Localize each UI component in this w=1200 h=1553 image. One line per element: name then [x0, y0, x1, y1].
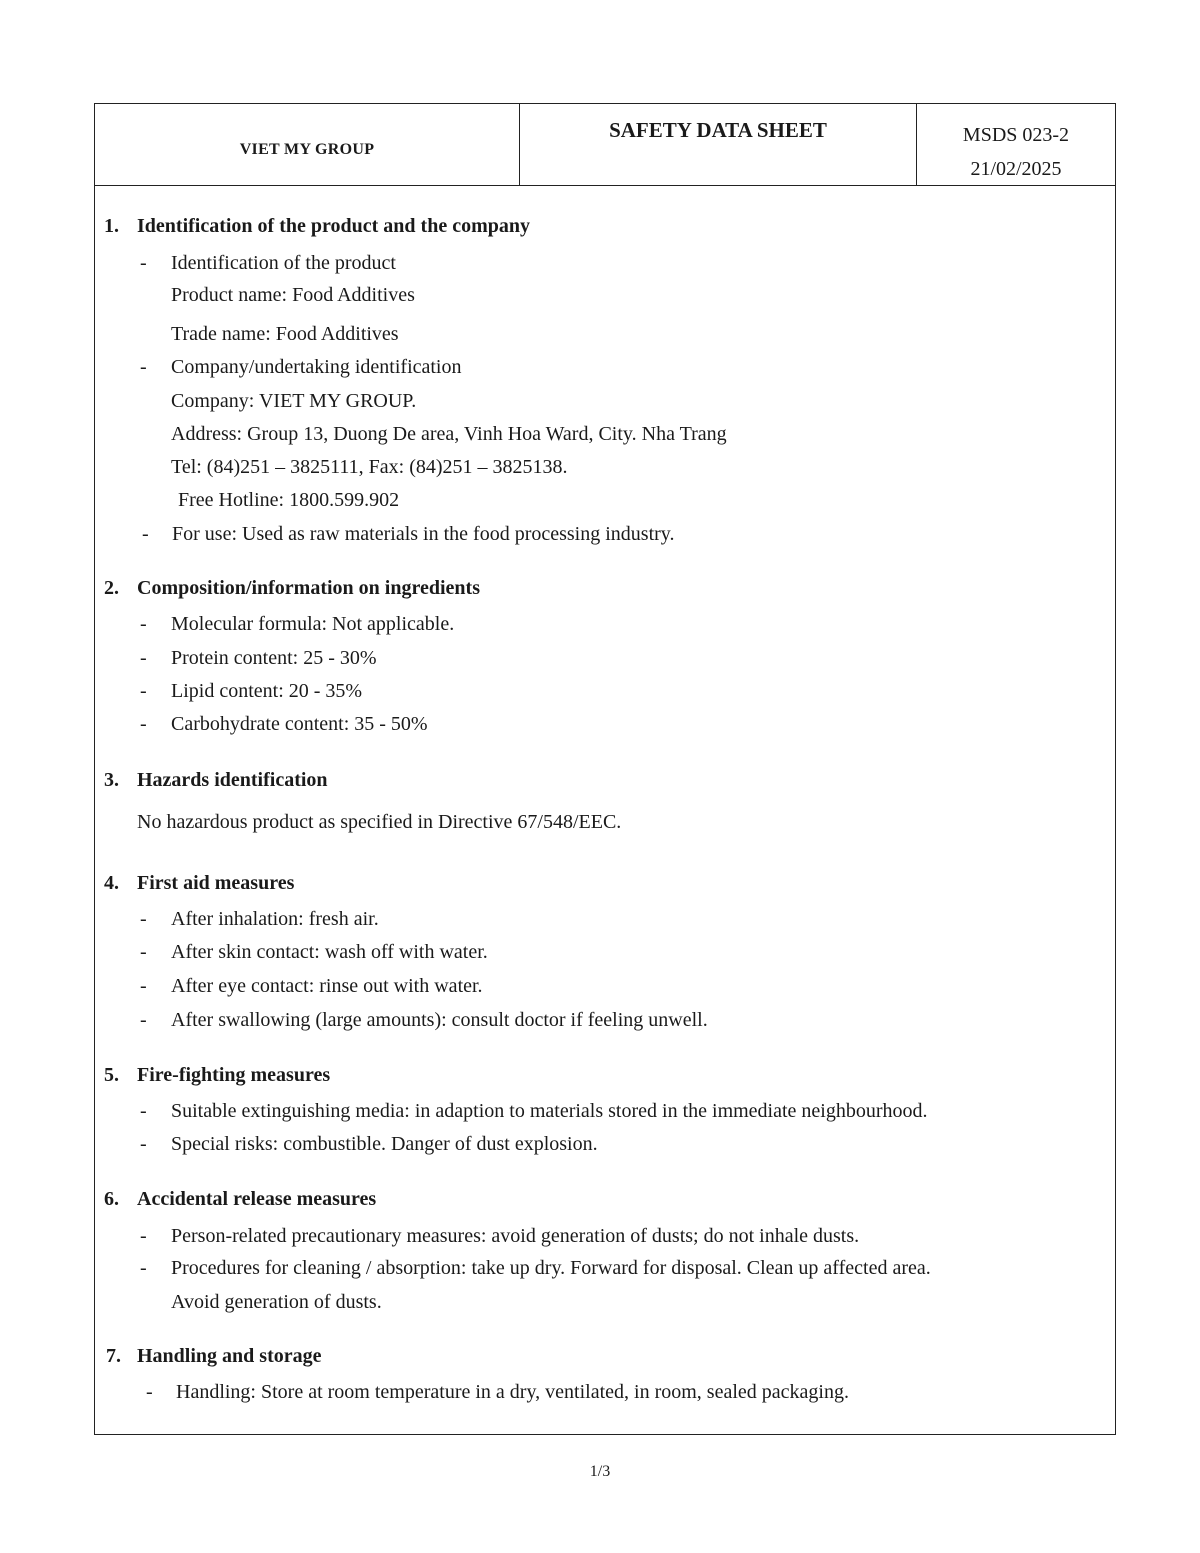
section-number: 5. — [104, 1064, 119, 1086]
item-text: Protein content: 25 - 30% — [171, 647, 377, 669]
bullet-dash: - — [140, 941, 147, 963]
section-title: Composition/information on ingredients — [137, 577, 480, 599]
bullet-dash: - — [140, 356, 147, 378]
bullet-dash: - — [140, 1100, 147, 1122]
section-number: 1. — [104, 215, 119, 237]
bullet-dash: - — [140, 680, 147, 702]
item-text: Handling: Store at room temperature in a dry, ventilated, in room, sealed packaging. — [176, 1381, 849, 1403]
item-text: After skin contact: wash off with water. — [171, 941, 488, 963]
document-code: MSDS 023-2 — [962, 124, 1070, 146]
section-title: Accidental release measures — [137, 1188, 377, 1210]
document-title: SAFETY DATA SHEET — [520, 104, 917, 185]
section-3-heading — [104, 768, 328, 792]
page-number: 1/3 — [589, 1463, 611, 1480]
document-code-cell — [917, 104, 1115, 185]
item-text: After eye contact: rinse out with water. — [171, 975, 483, 997]
section-title: First aid measures — [137, 872, 295, 894]
list-item: Product name: Food Additives — [171, 284, 415, 306]
bullet-dash: - — [140, 975, 147, 997]
bullet-dash: - — [146, 1381, 153, 1403]
section-title: Handling and storage — [137, 1345, 322, 1367]
bullet-dash: - — [140, 252, 147, 274]
company-name: VIET MY GROUP — [95, 104, 520, 185]
list-item: Avoid generation of dusts. — [171, 1291, 382, 1313]
section-title: Hazards identification — [137, 769, 328, 791]
document-date: 21/02/2025 — [970, 158, 1062, 180]
section-number: 6. — [104, 1188, 119, 1210]
bullet-dash: - — [142, 523, 149, 545]
item-text: Person-related precautionary measures: avoid generation of dusts; do not inhale dusts. — [171, 1225, 860, 1247]
section-number: 7. — [106, 1345, 121, 1367]
paragraph: No hazardous product as specified in Directive 67/548/EEC. — [137, 811, 622, 833]
item-text: Suitable extinguishing media: in adaption to materials stored in the immediate neighbourhood. — [171, 1100, 928, 1122]
bullet-dash: - — [140, 1257, 147, 1279]
list-item: Tel: (84)251 – 3825111, Fax: (84)251 – 3825138. — [171, 456, 568, 478]
item-text: For use: Used as raw materials in the food processing industry. — [172, 523, 675, 545]
bullet-dash: - — [140, 1133, 147, 1155]
bullet-dash: - — [140, 1009, 147, 1031]
bullet-dash: - — [140, 908, 147, 930]
item-text: Special risks: combustible. Danger of dust explosion. — [171, 1133, 598, 1155]
item-text: Identification of the product — [171, 252, 396, 274]
document-header — [94, 103, 1116, 186]
section-number: 4. — [104, 872, 119, 894]
item-text: Procedures for cleaning / absorption: take up dry. Forward for disposal. Clean up affected area. — [171, 1257, 931, 1279]
bullet-dash: - — [140, 613, 147, 635]
item-text: After inhalation: fresh air. — [171, 908, 379, 930]
section-title: Fire-fighting measures — [137, 1064, 331, 1086]
bullet-dash: - — [140, 713, 147, 735]
bullet-dash: - — [140, 1225, 147, 1247]
section-6-heading — [104, 1187, 377, 1211]
section-number: 2. — [104, 577, 119, 599]
item-text: Molecular formula: Not applicable. — [171, 613, 455, 635]
item-text: After swallowing (large amounts): consult doctor if feeling unwell. — [171, 1009, 708, 1031]
section-number: 3. — [104, 769, 119, 791]
list-item: Address: Group 13, Duong De area, Vinh Hoa Ward, City. Nha Trang — [171, 423, 727, 445]
section-2-heading — [104, 576, 480, 600]
bullet-dash: - — [140, 647, 147, 669]
section-5-heading — [104, 1063, 331, 1087]
list-item: Company: VIET MY GROUP. — [171, 390, 417, 412]
list-item: Free Hotline: 1800.599.902 — [178, 489, 400, 511]
section-1-heading — [104, 214, 530, 238]
section-title: Identification of the product and the company — [137, 215, 530, 237]
section-7-heading — [106, 1344, 322, 1368]
item-text: Carbohydrate content: 35 - 50% — [171, 713, 428, 735]
list-item: Trade name: Food Additives — [171, 323, 399, 345]
item-text: Lipid content: 20 - 35% — [171, 680, 363, 702]
item-text: Company/undertaking identification — [171, 356, 462, 378]
section-4-heading — [104, 871, 295, 895]
